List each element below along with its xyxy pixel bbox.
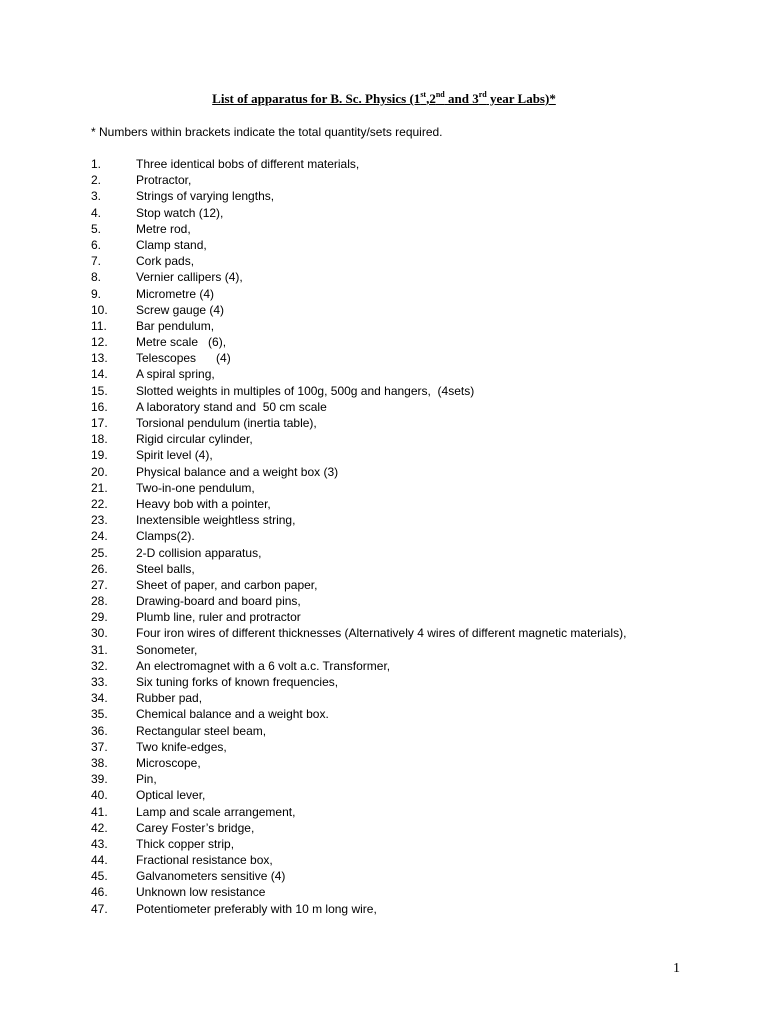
- list-item-text: Protractor,: [136, 173, 192, 188]
- list-item-text: Pin,: [136, 772, 157, 787]
- list-item-text: Clamps(2).: [136, 529, 195, 544]
- list-item-number: 37.: [91, 739, 108, 754]
- title-suffix: year Labs)*: [486, 91, 556, 106]
- list-item-text: Screw gauge (4): [136, 302, 225, 317]
- list-item-number: 5.: [91, 221, 102, 236]
- list-item-text: Potentiometer preferably with 10 m long wire,: [136, 901, 377, 916]
- list-item-text: Lamp and scale arrangement,: [136, 804, 296, 819]
- list-item-number: 15.: [91, 383, 108, 398]
- list-item-number: 16.: [91, 399, 108, 414]
- title-sup-3rd: rd: [478, 90, 487, 99]
- list-item-number: 39.: [91, 772, 108, 787]
- list-item-number: 35.: [91, 707, 108, 722]
- list-item-number: 2.: [91, 173, 102, 188]
- list-item-text: Microscope,: [136, 755, 201, 770]
- list-item-text: Stop watch (12),: [136, 205, 224, 220]
- list-item-number: 6.: [91, 237, 102, 252]
- list-item-text: Torsional pendulum (inertia table),: [136, 416, 317, 430]
- list-item-text: Rubber pad,: [136, 691, 203, 706]
- list-item-text: Optical lever,: [136, 788, 206, 803]
- list-item-number: 23.: [91, 513, 108, 528]
- list-item-number: 24.: [91, 529, 108, 544]
- list-item-number: 36.: [91, 723, 108, 738]
- list-item-number: 12.: [91, 335, 108, 350]
- list-item-text: A laboratory stand and 50 cm scale: [136, 399, 327, 414]
- list-item-text: Sonometer,: [136, 642, 198, 657]
- list-item-number: 17.: [91, 416, 108, 430]
- list-item-text: A spiral spring,: [136, 367, 215, 382]
- list-item-text: Fractional resistance box,: [136, 853, 273, 868]
- list-item-text: Physical balance and a weight box (3): [136, 464, 339, 479]
- list-item-text: Steel balls,: [136, 561, 195, 576]
- list-item-text: Micrometre (4): [136, 286, 215, 301]
- list-item-text: An electromagnet with a 6 volt a.c. Transformer,: [136, 658, 391, 673]
- list-item-text: Galvanometers sensitive (4): [136, 869, 286, 884]
- list-item-number: 19.: [91, 448, 108, 463]
- list-item-number: 33.: [91, 675, 108, 689]
- page-number: 1: [673, 961, 680, 976]
- list-item-number: 20.: [91, 464, 108, 479]
- list-item-number: 9.: [91, 286, 102, 301]
- list-item-number: 22.: [91, 496, 108, 511]
- document-title-text: [212, 91, 556, 106]
- list-item-text: Cork pads,: [136, 254, 195, 269]
- list-item-number: 13.: [91, 351, 108, 366]
- list-item-text: Four iron wires of different thicknesses (Alternatively 4 wires of different magnetic materials),: [136, 626, 627, 641]
- list-item-text: Rectangular steel beam,: [136, 723, 267, 738]
- list-item-text: Vernier callipers (4),: [136, 270, 243, 285]
- title-sup-1st: st: [420, 90, 427, 99]
- list-item-text: Strings of varying lengths,: [136, 189, 275, 204]
- list-item-text: Unknown low resistance: [136, 885, 266, 900]
- list-item-text: Heavy bob with a pointer,: [136, 496, 271, 511]
- list-item-number: 11.: [91, 318, 107, 333]
- list-item-text: Spirit level (4),: [136, 448, 213, 463]
- list-item-number: 45.: [91, 869, 108, 884]
- list-item-number: 1.: [91, 157, 102, 171]
- list-item-text: Clamp stand,: [136, 237, 207, 252]
- list-item-number: 21.: [91, 480, 108, 495]
- list-item-number: 14.: [91, 367, 108, 382]
- list-item-number: 38.: [91, 755, 108, 770]
- title-mid-1: ,2: [426, 91, 436, 106]
- list-item-number: 47.: [91, 901, 108, 916]
- list-item-text: Chemical balance and a weight box.: [136, 707, 329, 722]
- list-item-number: 34.: [91, 691, 108, 706]
- list-item-number: 26.: [91, 561, 108, 576]
- list-item-text: Two knife-edges,: [136, 739, 227, 754]
- list-item-text: Sheet of paper, and carbon paper,: [136, 577, 318, 592]
- document-title: [0, 90, 768, 108]
- list-item-number: 8.: [91, 270, 102, 285]
- list-item-number: 40.: [91, 788, 108, 803]
- list-item-number: 4.: [91, 205, 102, 220]
- list-item-number: 30.: [91, 626, 108, 641]
- list-item-text: Telescopes (4): [136, 351, 231, 366]
- list-item-text: Slotted weights in multiples of 100g, 500g and hangers, (4sets): [136, 383, 475, 398]
- title-mid-2: and 3: [444, 91, 479, 106]
- list-item-number: 18.: [91, 432, 108, 447]
- list-item-text: Six tuning forks of known frequencies,: [136, 675, 339, 689]
- list-item-text: Inextensible weightless string,: [136, 513, 296, 528]
- list-item-text: Two-in-one pendulum,: [136, 480, 255, 495]
- list-item-number: 42.: [91, 820, 108, 835]
- list-item-number: 29.: [91, 610, 108, 625]
- title-prefix: List of apparatus for B. Sc. Physics (1: [212, 91, 421, 106]
- list-item-number: 43.: [91, 836, 108, 851]
- list-item-number: 10.: [91, 302, 108, 317]
- title-sup-2nd: nd: [435, 90, 445, 99]
- list-item-number: 41.: [91, 804, 108, 819]
- list-item-text: Thick copper strip,: [136, 836, 235, 851]
- list-item-text: Metre scale (6),: [136, 335, 227, 350]
- list-item-text: Metre rod,: [136, 221, 191, 236]
- list-item-text: Three identical bobs of different materials,: [136, 157, 360, 171]
- list-item-text: Carey Foster’s bridge,: [136, 820, 255, 835]
- list-item-number: 32.: [91, 658, 108, 673]
- list-item-number: 7.: [91, 254, 102, 269]
- list-item-number: 44.: [91, 853, 108, 868]
- list-item-number: 25.: [91, 545, 108, 560]
- list-item-text: Plumb line, ruler and protractor: [136, 610, 301, 625]
- quantity-note: * Numbers within brackets indicate the total quantity/sets required.: [91, 125, 443, 139]
- list-item-number: 46.: [91, 885, 108, 900]
- list-item-text: Rigid circular cylinder,: [136, 432, 253, 447]
- list-item-number: 31.: [91, 642, 108, 657]
- list-item-text: Bar pendulum,: [136, 318, 215, 333]
- list-item-number: 28.: [91, 594, 108, 609]
- list-item-number: 27.: [91, 577, 108, 592]
- list-item-number: 3.: [91, 189, 102, 204]
- list-item-text: 2-D collision apparatus,: [136, 545, 262, 560]
- list-item-text: Drawing-board and board pins,: [136, 594, 301, 609]
